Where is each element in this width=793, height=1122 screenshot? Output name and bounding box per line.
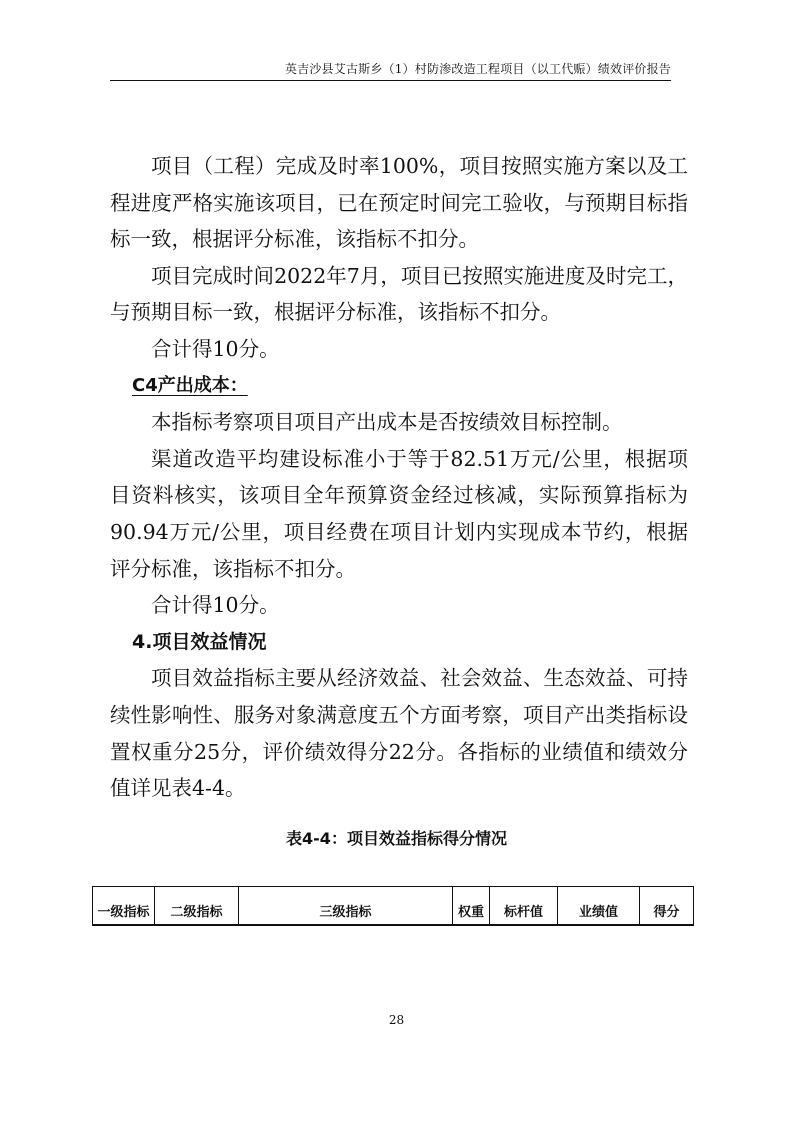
heading-section-4: 4.项目效益情况 [132, 630, 267, 653]
header-divider [110, 80, 671, 81]
page-number: 28 [388, 1013, 405, 1027]
column-header-level1: 一级指标 [93, 887, 155, 926]
column-header-score: 得分 [640, 887, 694, 926]
paragraph-subtotal-1: 合计得10分。 [151, 336, 280, 361]
benefit-score-table [92, 886, 694, 926]
column-header-actual: 业绩值 [558, 887, 640, 926]
paragraph-completion-time: 项目完成时间2022年7月，项目已按照实施进度及时完工，与预期目标一致，根据评分标准，该指标不扣分。 [110, 263, 688, 325]
column-header-benchmark: 标杆值 [490, 887, 558, 926]
paragraph-cost-detail: 渠道改造平均建设标准小于等于82.51万元/公里，根据项目资料核实，该项目全年预算资金经过核减，实际预算指标为90.94万元/公里，项目经费在项目计划内实现成本节约，根据评分标准，该指标不扣分。 [110, 446, 688, 581]
running-header: 英吉沙县艾古斯乡（1）村防渗改造工程项目（以工代赈）绩效评价报告 [284, 62, 671, 76]
column-header-level2: 二级指标 [155, 887, 239, 926]
heading-c4-text: C4产出成本： [132, 374, 248, 396]
paragraph-subtotal-2: 合计得10分。 [151, 593, 280, 618]
column-header-weight: 权重 [453, 887, 490, 926]
table-caption: 表4-4：项目效益指标得分情况 [286, 829, 507, 848]
page-body [110, 148, 688, 807]
heading-c4-output-cost [110, 368, 688, 405]
paragraph-completion-rate: 项目（工程）完成及时率100%，项目按照实施方案以及工程进度严格实施该项目，已在预定时间完工验收，与预期目标指标一致，根据评分标准，该指标不扣分。 [110, 154, 688, 252]
paragraph-benefit-intro: 项目效益指标主要从经济效益、社会效益、生态效益、可持续性影响性、服务对象满意度五个方面考察，项目产出类指标设置权重分25分，评价绩效得分22分。各指标的业绩值和绩效分值详见表4-4。 [110, 666, 688, 801]
paragraph-cost-intro: 本指标考察项目项目产出成本是否按绩效目标控制。 [151, 410, 623, 435]
column-header-level3: 三级指标 [239, 887, 453, 926]
table-header-row [93, 887, 694, 926]
